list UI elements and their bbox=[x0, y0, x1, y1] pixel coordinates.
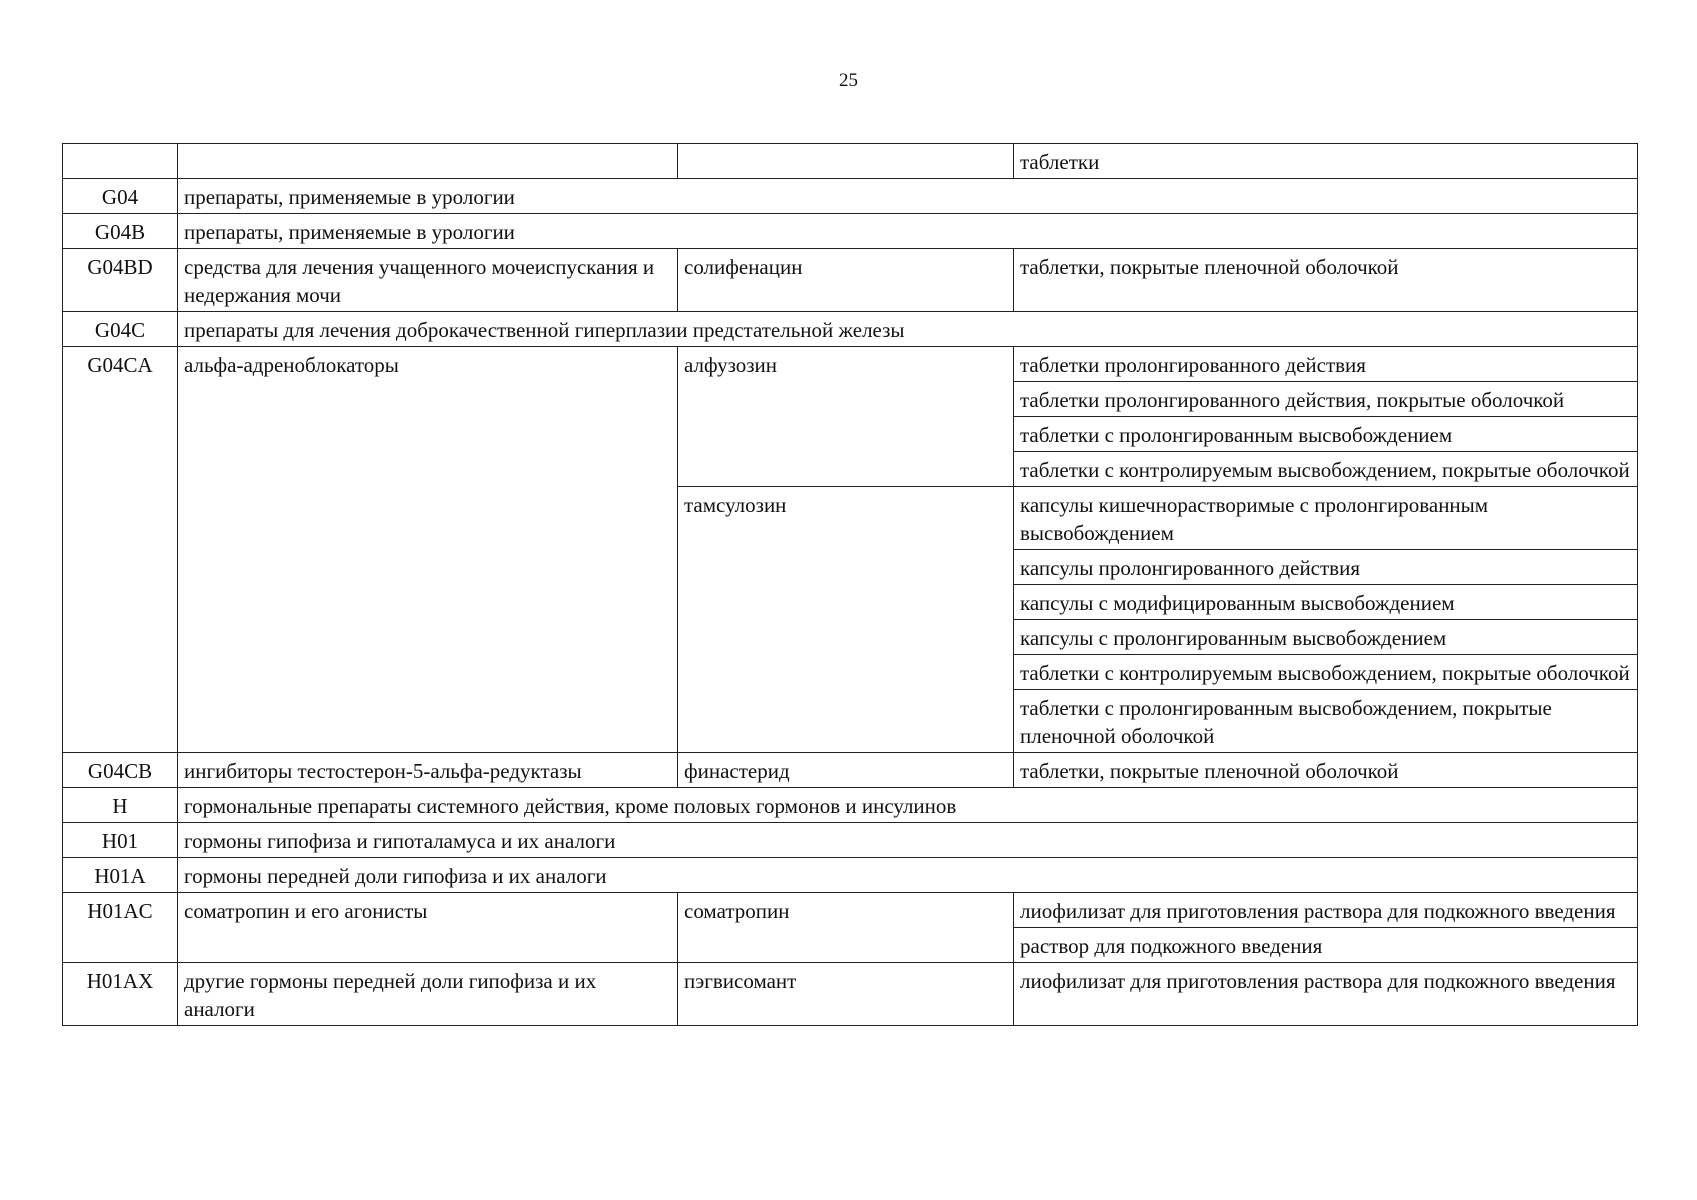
atc-code-cell: H bbox=[63, 788, 178, 823]
group-name-cell: препараты, применяемые в урологии bbox=[178, 214, 1638, 249]
dosage-form-cell: таблетки с контролируемым высвобождением, покрытые оболочкой bbox=[1014, 452, 1638, 487]
group-name-cell: соматропин и его агонисты bbox=[178, 893, 678, 963]
dosage-form-cell: таблетки пролонгированного действия bbox=[1014, 347, 1638, 382]
table-row bbox=[63, 249, 1638, 312]
atc-code-cell: H01A bbox=[63, 858, 178, 893]
dosage-form-cell: капсулы с пролонгированным высвобождением bbox=[1014, 620, 1638, 655]
atc-code-cell: G04BD bbox=[63, 249, 178, 312]
drug-name-cell: тамсулозин bbox=[678, 487, 1014, 753]
dosage-form-cell: таблетки bbox=[1014, 144, 1638, 179]
table-row bbox=[63, 179, 1638, 214]
atc-code-cell: G04C bbox=[63, 312, 178, 347]
atc-code-cell: G04CA bbox=[63, 347, 178, 753]
drug-name-cell: соматропин bbox=[678, 893, 1014, 963]
table-row bbox=[63, 963, 1638, 1026]
table-row bbox=[63, 858, 1638, 893]
group-name-cell: ингибиторы тестостерон-5-альфа-редуктазы bbox=[178, 753, 678, 788]
table-row bbox=[63, 144, 1638, 179]
group-name-cell: гормональные препараты системного действия, кроме половых гормонов и инсулинов bbox=[178, 788, 1638, 823]
group-name-cell bbox=[178, 144, 678, 179]
dosage-form-cell: лиофилизат для приготовления раствора для подкожного введения bbox=[1014, 893, 1638, 928]
atc-code-cell: H01 bbox=[63, 823, 178, 858]
atc-code-cell: G04 bbox=[63, 179, 178, 214]
group-name-cell: средства для лечения учащенного мочеиспускания и недержания мочи bbox=[178, 249, 678, 312]
page-number: 25 bbox=[839, 70, 858, 91]
drug-name-cell bbox=[678, 144, 1014, 179]
dosage-form-cell: раствор для подкожного введения bbox=[1014, 928, 1638, 963]
dosage-form-cell: капсулы с модифицированным высвобождением bbox=[1014, 585, 1638, 620]
atc-code-cell: H01AX bbox=[63, 963, 178, 1026]
drug-name-cell: финастерид bbox=[678, 753, 1014, 788]
drug-table bbox=[62, 143, 1638, 1026]
table-row bbox=[63, 823, 1638, 858]
table-row bbox=[63, 893, 1638, 928]
table-row bbox=[63, 312, 1638, 347]
atc-code-cell: G04CB bbox=[63, 753, 178, 788]
dosage-form-cell: капсулы пролонгированного действия bbox=[1014, 550, 1638, 585]
dosage-form-cell: таблетки пролонгированного действия, покрытые оболочкой bbox=[1014, 382, 1638, 417]
dosage-form-cell: таблетки, покрытые пленочной оболочкой bbox=[1014, 753, 1638, 788]
atc-code-cell: H01AC bbox=[63, 893, 178, 963]
table-row bbox=[63, 788, 1638, 823]
table-row bbox=[63, 753, 1638, 788]
dosage-form-cell: таблетки с пролонгированным высвобождением, покрытые пленочной оболочкой bbox=[1014, 690, 1638, 753]
atc-code-cell bbox=[63, 144, 178, 179]
dosage-form-cell: таблетки с контролируемым высвобождением, покрытые оболочкой bbox=[1014, 655, 1638, 690]
dosage-form-cell: лиофилизат для приготовления раствора для подкожного введения bbox=[1014, 963, 1638, 1026]
group-name-cell: гормоны гипофиза и гипоталамуса и их аналоги bbox=[178, 823, 1638, 858]
drug-name-cell: алфузозин bbox=[678, 347, 1014, 487]
group-name-cell: гормоны передней доли гипофиза и их аналоги bbox=[178, 858, 1638, 893]
group-name-cell: альфа-адреноблокаторы bbox=[178, 347, 678, 753]
atc-code-cell: G04B bbox=[63, 214, 178, 249]
table-row bbox=[63, 214, 1638, 249]
drug-name-cell: пэгвисомант bbox=[678, 963, 1014, 1026]
group-name-cell: другие гормоны передней доли гипофиза и их аналоги bbox=[178, 963, 678, 1026]
drug-name-cell: солифенацин bbox=[678, 249, 1014, 312]
group-name-cell: препараты для лечения доброкачественной гиперплазии предстательной железы bbox=[178, 312, 1638, 347]
dosage-form-cell: капсулы кишечнорастворимые с пролонгированным высвобождением bbox=[1014, 487, 1638, 550]
group-name-cell: препараты, применяемые в урологии bbox=[178, 179, 1638, 214]
dosage-form-cell: таблетки с пролонгированным высвобождением bbox=[1014, 417, 1638, 452]
table-row bbox=[63, 347, 1638, 382]
dosage-form-cell: таблетки, покрытые пленочной оболочкой bbox=[1014, 249, 1638, 312]
